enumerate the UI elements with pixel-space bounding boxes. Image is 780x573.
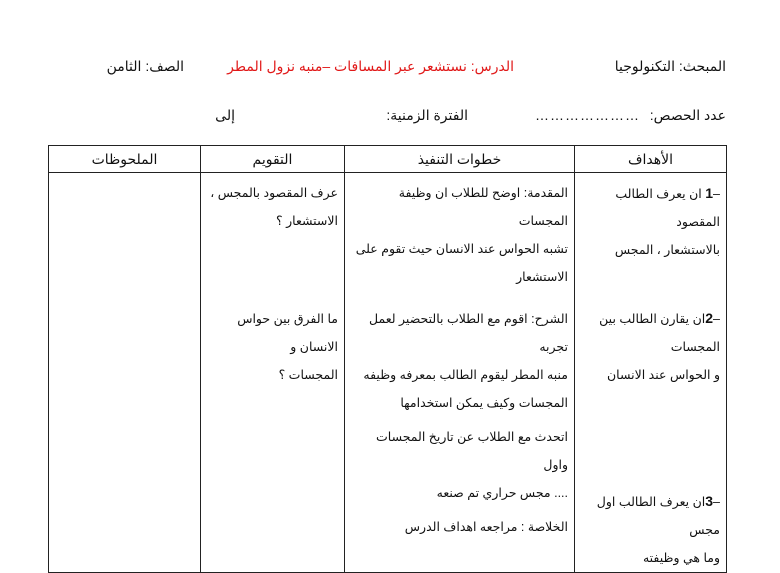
timeframe-label: الفترة الزمنية: [386, 107, 468, 123]
lesson-plan-table [48, 145, 727, 573]
table-header-row [49, 146, 727, 173]
notes-cell [49, 173, 201, 573]
periods-value: ………………… [535, 107, 640, 123]
step-explanation: الشرح: اقوم مع الطلاب بالتحضير لعمل تجربه منبه المطر ليقوم الطالب بمعرفه وظيفه المجسات وكيف يمكن استخدامها [363, 312, 568, 410]
lesson-title: الدرس: نستشعر عبر المسافات –منبه نزول المطر [227, 58, 514, 74]
to-label: إلى [215, 107, 235, 123]
goal-item: –3ان يعرف الطالب اول مجس وما هي وظيفته [596, 493, 720, 565]
subject-label: المبحث: التكنولوجيا [614, 58, 726, 74]
periods-label: عدد الحصص: [649, 107, 726, 123]
goal-item: –1 ان يعرف الطالب المقصود بالاستشعار ، المجس [614, 185, 720, 257]
column-header-evaluation: التقويم [201, 146, 345, 173]
step-summary: الخلاصة : مراجعه اهداف الدرس [404, 520, 568, 534]
goal-item: –2ان يقارن الطالب بين المجسات و الحواس عند الانسان [599, 310, 720, 382]
step-introduction: المقدمة: اوضح للطلاب ان وظيفة المجسات تشبه الحواس عند الانسان حيث تقوم على الاستشعار [355, 186, 568, 284]
evaluation-item: ما الفرق بين حواس الانسان و المجسات ؟ [237, 312, 338, 382]
steps-cell [345, 173, 575, 573]
evaluation-item: عرف المقصود بالمجس ، الاستشعار ؟ [210, 186, 338, 228]
column-header-notes: الملحوظات [49, 146, 201, 173]
column-header-steps: خطوات التنفيذ [345, 146, 575, 173]
step-history: اتحدث مع الطلاب عن تاريخ المجسات واول .... مجس حراري تم صنعه [376, 430, 568, 500]
grade-label: الصف: الثامن [106, 58, 184, 74]
table-row [49, 173, 727, 573]
goals-cell [575, 173, 727, 573]
column-header-goals: الأهداف [575, 146, 727, 173]
evaluation-cell [201, 173, 345, 573]
